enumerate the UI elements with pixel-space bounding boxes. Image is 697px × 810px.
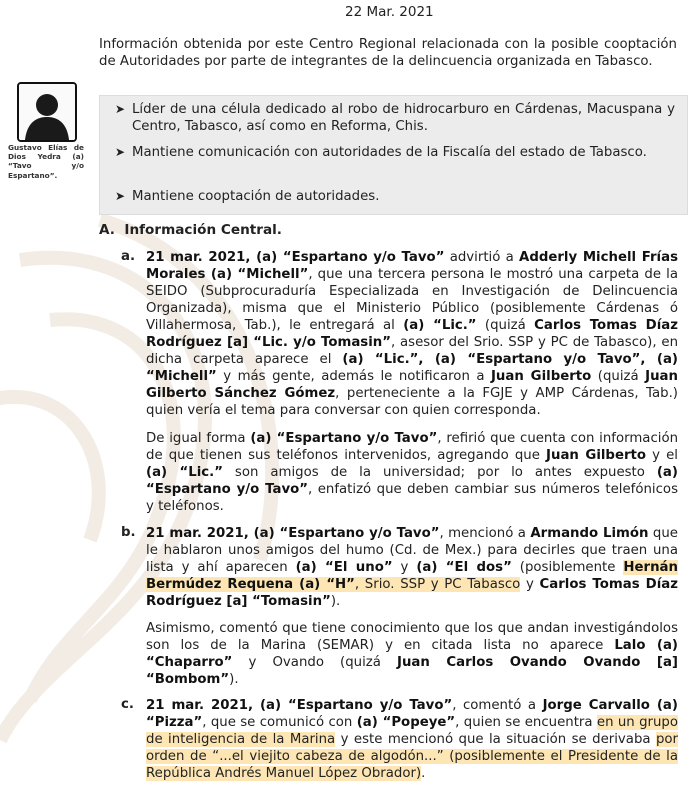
arrow-bullet-icon: ➤ <box>115 189 126 203</box>
bold-text: 21 mar. 2021, (a) “Espartano y/o Tavo” <box>146 698 453 713</box>
section-letter: A. <box>99 222 115 238</box>
text: advirtió a <box>444 250 520 265</box>
text: que le hablaron unos amigos del humo (Cd. de Mex.) para decirles que traen una lista y ahí aparecen <box>146 526 678 575</box>
text: y más gente, además le notificaron a <box>216 369 491 384</box>
text: y <box>392 560 417 575</box>
text: , refirió que cuenta con información de que tienen sus teléfonos intervenidos, agregando que <box>146 431 679 463</box>
section-heading <box>99 222 282 238</box>
item-a-paragraph-1 <box>146 249 678 419</box>
text: y el <box>646 448 678 463</box>
bold-text: (a) “Espartano y/o Tavo” <box>146 465 678 497</box>
item-c-label: c. <box>121 697 134 712</box>
item-c-paragraph-1 <box>146 697 678 782</box>
bold-text: Carlos Tomas Díaz Rodríguez [a] “Lic. y/o Tomasin” <box>146 318 678 350</box>
text: , que se comunicó con <box>202 715 357 730</box>
text: , mencionó a <box>439 526 531 541</box>
bullet-item <box>115 188 675 205</box>
text: (quizá <box>476 318 535 333</box>
bold-text: Carlos Tomas Díaz Rodríguez [a] “Tomasin” <box>146 577 678 609</box>
bold-text: (a) “Lic.” <box>403 318 477 333</box>
item-b-paragraph-2 <box>146 620 678 688</box>
bold-text: (a) “Lic.” <box>146 465 223 480</box>
text: (quizá <box>591 369 646 384</box>
bullet-text: Líder de una célula dedicado al robo de hidrocarburo en Cárdenas, Macuspana y Centro, Tabasco, así como en Reforma, Chis. <box>132 102 675 134</box>
text: y Ovando (quizá <box>232 655 398 670</box>
text: (posiblemente <box>511 560 624 575</box>
item-a-paragraph-2 <box>146 430 678 515</box>
bold-text: (a) “Espartano y/o Tavo” <box>250 431 438 446</box>
highlighted-text: por orden de “...el viejito cabeza de algodón...” (posiblemente el Presidente de la República Andrés Manuel López Obrador) <box>146 732 678 781</box>
intro-paragraph: Información obtenida por este Centro Regional relacionada con la posible cooptación de Autoridades por parte de integrantes de la delincuencia organizada en Tabasco. <box>99 37 677 69</box>
bold-text: Hernán Bermúdez Requena (a) “H” <box>146 560 678 592</box>
bold-text: Juan Gilberto <box>546 448 647 463</box>
text: , que una tercera persona le mostró una carpeta de la SEIDO (Subprocuraduría Especializada en Investigación de Delincuencia Organizada), misma que el Ministerio Público (posiblemente Cárdenas ó Villahermosa, Tab.), le entregará al <box>146 267 678 333</box>
item-b-label: b. <box>121 525 136 540</box>
text: y <box>520 577 540 592</box>
bold-text: 21 mar. 2021, (a) “Espartano y/o Tavo” <box>146 526 440 541</box>
bold-text: Juan Gilberto Sánchez Gómez <box>146 369 678 401</box>
bold-text: (a) “El dos” <box>416 560 512 575</box>
text: , perteneciente a la FGJE y AMP Cárdenas, Tab.) quien vería el tema para conversar con quien corresponda. <box>146 386 678 418</box>
text: son amigos de la universidad; por lo antes expuesto <box>222 465 657 480</box>
text: Asimismo, comentó que tiene conocimiento que los que andan investigándolos son los de la Marina (SEMAR) y en citada lista no aparece <box>146 621 678 653</box>
bullet-list <box>99 95 688 215</box>
text: , enfatizó que deben cambiar sus números telefónicos y teléfonos. <box>146 482 678 514</box>
arrow-bullet-icon: ➤ <box>115 102 126 116</box>
bold-text: 21 mar. 2021, (a) “Espartano y/o Tavo” <box>146 250 445 265</box>
bold-text: Armando Limón <box>530 526 649 541</box>
item-a-label: a. <box>121 249 136 264</box>
profile-photo <box>17 82 77 142</box>
profile-caption: Gustavo Elías de Dios Yedra (a) “Tavo y/o Espartano”. <box>8 143 84 180</box>
bold-text: Juan Carlos Ovando Ovando [a] “Bombom” <box>146 655 678 687</box>
bold-text: Lalo (a) “Chaparro” <box>146 638 678 670</box>
text: ). <box>229 672 239 687</box>
bold-text: Adderly Michell Frías Morales (a) “Michell” <box>146 250 678 282</box>
text: De igual forma <box>146 431 251 446</box>
text: , Srio. SSP y PC Tabasco <box>354 577 521 592</box>
bold-text: (a) “El uno” <box>295 560 393 575</box>
bullet-text: Mantiene comunicación con autoridades de la Fiscalía del estado de Tabasco. <box>132 145 647 160</box>
text: ). <box>330 594 341 609</box>
text: , comentó a <box>452 698 543 713</box>
text: y este mencionó que la situación se derivaba <box>335 732 656 747</box>
document-date: 22 Mar. 2021 <box>345 4 434 20</box>
bullet-item <box>115 101 675 135</box>
person-silhouette-icon <box>19 84 75 140</box>
item-b-paragraph-1 <box>146 525 678 610</box>
bold-text: Juan Gilberto <box>490 369 592 384</box>
text: , quien se encuentra <box>455 715 597 730</box>
arrow-bullet-icon: ➤ <box>115 145 126 159</box>
bold-text: (a) “Lic.”, (a) “Espartano y/o Tavo”, (a) “Michell” <box>146 352 679 384</box>
highlighted-text: en un grupo de inteligencia de la Marina <box>146 715 678 747</box>
bold-text: Jorge Carvallo (a) “Pizza” <box>146 698 678 730</box>
bold-text: (a) “Popeye” <box>356 715 456 730</box>
bullet-item <box>115 144 675 161</box>
text: . <box>421 766 426 781</box>
section-title-text: Información Central. <box>124 222 282 238</box>
text: , asesor del Srio. SSP y PC de Tabasco), en dicha carpeta aparece el <box>146 335 678 367</box>
bullet-text: Mantiene cooptación de autoridades. <box>132 189 380 204</box>
